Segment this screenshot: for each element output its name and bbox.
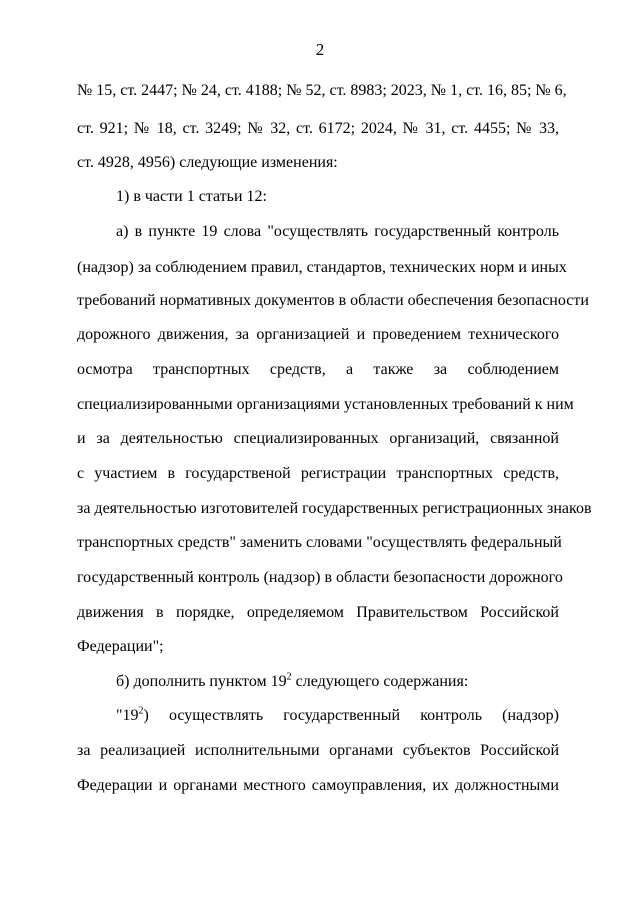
text-line: дорожного движения, за организацией и проведением технического — [77, 326, 559, 343]
text-line: с участием в государственой регистрации транспортных средств, — [77, 465, 559, 482]
text-line: Федерации и органами местного самоуправления, их должностными — [77, 777, 559, 794]
list-item-heading: 1) в части 1 статьи 12: — [116, 188, 267, 205]
text-line — [116, 706, 559, 726]
text-line: за реализацией исполнительными органами субъектов Российской — [77, 742, 559, 759]
text-line: ст. 4928, 4956) следующие изменения: — [77, 154, 338, 171]
text-segment: "19 — [116, 707, 139, 724]
text-segment: ) осуществлять государственный контроль (надзор) — [143, 707, 559, 724]
text-line: государственный контроль (надзор) в области безопасности дорожного — [77, 569, 563, 586]
text-line: № 15, ст. 2447; № 24, ст. 4188; № 52, ст. 8983; 2023, № 1, ст. 16, 85; № 6, — [77, 82, 567, 99]
text-line: и за деятельностью специализированных организаций, связанной — [77, 430, 559, 447]
text-line: ст. 921; № 18, ст. 3249; № 32, ст. 6172; 2024, № 31, ст. 4455; № 33, — [77, 120, 559, 137]
text-line: Федерации"; — [77, 638, 164, 655]
text-line: осмотра транспортных средств, а также за соблюдением — [77, 361, 559, 378]
text-line: за деятельностью изготовителей государственных регистрационных знаков — [77, 500, 592, 517]
superscript: 2 — [138, 705, 144, 717]
text-line: а) в пункте 19 слова "осуществлять государственный контроль — [116, 223, 559, 240]
text-line: транспортных средств" заменить словами "осуществлять федеральный — [77, 534, 562, 551]
text-line: (надзор) за соблюдением правил, стандартов, технических норм и иных — [77, 259, 567, 276]
text-line: специализированными организациями установленных требований к ним — [77, 396, 574, 413]
text-line: движения в порядке, определяемом Правительством Российской — [77, 604, 559, 621]
superscript: 2 — [286, 671, 292, 683]
text-segment: следующего содержания: — [291, 673, 469, 690]
text-segment: б) дополнить пунктом 19 — [116, 673, 287, 690]
page-number: 2 — [315, 40, 325, 59]
text-line: требований нормативных документов в области обеспечения безопасности — [77, 292, 589, 309]
list-item-heading — [116, 672, 559, 692]
